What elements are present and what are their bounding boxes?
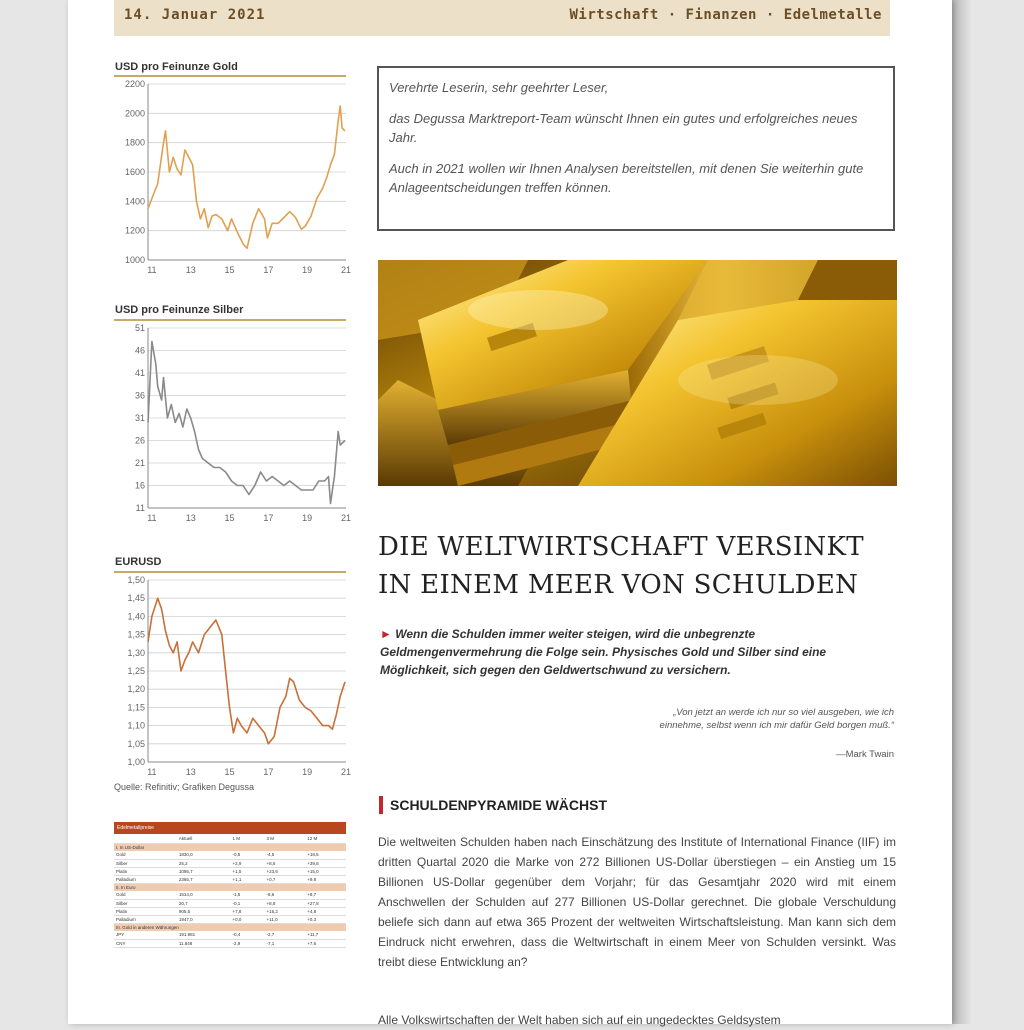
x-tick-label: 15 [225, 265, 235, 275]
table-cell: 1830,0 [177, 851, 231, 859]
rubric: Wirtschaft · Finanzen · Edelmetalle [569, 7, 882, 23]
section-marker [379, 796, 383, 814]
table-cell: +0,3 [305, 915, 346, 923]
x-tick-label: 11 [147, 513, 156, 523]
table-row [114, 899, 346, 907]
table-row [114, 859, 346, 867]
y-tick-label: 11 [136, 503, 145, 513]
table-cell: +27,8 [305, 899, 346, 907]
x-tick-label: 13 [186, 767, 196, 777]
y-tick-label: 1800 [125, 138, 145, 148]
issue-date: 14. Januar 2021 [124, 7, 265, 23]
lead-text: Wenn die Schulden immer weiter steigen, wird die unbegrenzte Geldmengenvermehrung die Folge sein. Physisches Gold und Silber sind eine Möglichkeit, sich gegen den Geldwertschwund zu versichern. [380, 627, 826, 677]
lead-marker-icon: ► [380, 627, 392, 641]
y-tick-label: 1,35 [127, 630, 145, 640]
y-tick-label: 51 [135, 323, 145, 333]
x-tick-label: 15 [225, 513, 235, 523]
x-tick-label: 13 [186, 265, 196, 275]
x-tick-label: 19 [302, 767, 312, 777]
table-cell: Platin [114, 867, 177, 875]
table-row [114, 875, 346, 883]
y-tick-label: 1,45 [127, 593, 145, 603]
y-tick-label: 1,05 [127, 739, 145, 749]
table-row [114, 915, 346, 923]
table-cell: -7,1 [265, 939, 306, 947]
silver-chart-rule [114, 319, 346, 321]
table-cell: +11,0 [265, 915, 306, 923]
greeting-promise: Auch in 2021 wollen wir Ihnen Analysen bereitstellen, mit denen Sie weiterhin gute Anlageentscheidungen treffen können. [389, 159, 883, 197]
article-headline [378, 528, 898, 604]
body-paragraph-1: Die weltweiten Schulden haben nach Einschätzung des Institute of International Finance (IIF) im dritten Quartal 2020 die Marke von 272 Billionen US-Dollar überstiegen – ein Anstieg um 15 Billionen US-Dollar gegenüber dem Vorjahr; für das Gesamtjahr 2020 wird mit einem Anschwellen der Schulden auf 277 Billionen US-Dollar gerechnet. Die globale Verschuldung beliefe sich dann auf etwa 365 Prozent der weltweiten Wirtschaftsleistung. Man kann sich dem Eindruck nicht erwehren, dass die Weltwirtschaft in einem Meer von Schulden versinkt. Was treibt diese Entwicklung an? [378, 832, 896, 972]
gold-chart-rule [114, 75, 346, 77]
table-cell: +7,6 [305, 939, 346, 947]
table-cell: 12 M [305, 835, 346, 843]
table-row [114, 851, 346, 859]
table-cell: CNY [114, 939, 177, 947]
table-cell: +8,8 [265, 899, 306, 907]
headline-line-2: IN EINEM MEER VON SCHULDEN [378, 566, 898, 604]
section-title: SCHULDENPYRAMIDE WÄCHST [390, 797, 607, 813]
y-tick-label: 16 [135, 481, 145, 491]
quote-author: —Mark Twain [628, 749, 894, 760]
x-tick-label: 13 [186, 513, 196, 523]
x-tick-label: 17 [263, 513, 273, 523]
chart-source: Quelle: Refinitiv; Grafiken Degussa [114, 782, 254, 792]
quote-text: „Von jetzt an werde ich nur so viel ausgeben, wie ich einnehme, selbst wenn ich mir dafür Geld borgen muß.“ [628, 706, 894, 732]
table-cell: 3 M [265, 835, 306, 843]
headline-line-1: DIE WELTWIRTSCHAFT VERSINKT [378, 528, 898, 566]
table-cell: +39,8 [305, 859, 346, 867]
y-tick-label: 1000 [125, 255, 145, 265]
gold-bars-photo [378, 260, 897, 486]
gold-chart-title: USD pro Feinunze Gold [115, 61, 238, 73]
table-cell: 20,7 [177, 899, 231, 907]
y-tick-label: 2200 [125, 79, 145, 89]
y-tick-label: 2000 [125, 108, 145, 118]
x-tick-label: 15 [225, 767, 235, 777]
table-cell: +15,0 [305, 867, 346, 875]
table-header-row [114, 835, 346, 843]
table-cell: Aktuell [177, 835, 231, 843]
table-cell: +11,7 [305, 931, 346, 939]
y-tick-label: 1,25 [127, 666, 145, 676]
x-tick-label: 17 [263, 265, 273, 275]
x-tick-label: 11 [147, 767, 156, 777]
y-tick-label: 31 [135, 413, 145, 423]
table-cell: +7,8 [230, 907, 264, 915]
x-tick-label: 17 [263, 767, 273, 777]
table-cell: 1 M [230, 835, 264, 843]
y-tick-label: 1,30 [127, 648, 145, 658]
table-cell: -1,5 [230, 891, 264, 899]
table-cell: Palladium [114, 875, 177, 883]
table-cell: +23,6 [265, 867, 306, 875]
y-tick-label: 1,50 [127, 575, 145, 585]
table-header: Edelmetallpreise [114, 822, 346, 834]
eurusd-chart [114, 574, 350, 782]
table-cell: +1,5 [230, 867, 264, 875]
table-cell: Silber [114, 899, 177, 907]
header-band [114, 0, 890, 36]
table-cell: -4,5 [265, 851, 306, 859]
y-tick-label: 1,10 [127, 721, 145, 731]
table-cell: +2,9 [230, 859, 264, 867]
table-cell: 11.848 [177, 939, 231, 947]
table-section [114, 923, 346, 931]
table-row [114, 867, 346, 875]
y-tick-label: 41 [135, 368, 145, 378]
table-cell: 191.981 [177, 931, 231, 939]
table-cell: +0,7 [265, 875, 306, 883]
y-tick-label: 1600 [125, 167, 145, 177]
body-paragraph-2: Alle Volkswirtschaften der Welt haben sich auf ein ungedecktes Geldsystem [378, 1010, 896, 1030]
series-line [148, 106, 345, 248]
table-cell: +8,6 [265, 859, 306, 867]
y-tick-label: 36 [135, 391, 145, 401]
table-cell: 25,2 [177, 859, 231, 867]
table-cell: -0,5 [230, 851, 264, 859]
table-cell: JPY [114, 931, 177, 939]
table-cell: -8,6 [265, 891, 306, 899]
table-cell: +9,8 [305, 875, 346, 883]
y-tick-label: 46 [135, 346, 145, 356]
table-section [114, 843, 346, 851]
table-cell: 1514,0 [177, 891, 231, 899]
x-tick-label: 21 [341, 767, 351, 777]
table-cell: +18,5 [305, 851, 346, 859]
eurusd-chart-rule [114, 571, 346, 573]
table-cell: -0,1 [230, 899, 264, 907]
table-cell: +8,7 [305, 891, 346, 899]
x-tick-label: 21 [341, 513, 351, 523]
table-cell: +1,1 [230, 875, 264, 883]
gold-chart [114, 78, 350, 280]
table-cell: Palladium [114, 915, 177, 923]
y-tick-label: 1400 [125, 196, 145, 206]
table-cell: Silber [114, 859, 177, 867]
silver-chart-title: USD pro Feinunze Silber [115, 304, 243, 316]
table-cell: -2,9 [230, 939, 264, 947]
y-tick-label: 1,00 [127, 757, 145, 767]
table-cell: Gold [114, 851, 177, 859]
table-cell: -0,4 [230, 931, 264, 939]
table-cell: +16,2 [265, 907, 306, 915]
table-section [114, 883, 346, 891]
silver-chart [114, 322, 350, 528]
table-row [114, 891, 346, 899]
table-cell: -2,7 [265, 931, 306, 939]
series-line [148, 342, 345, 504]
y-tick-label: 1,15 [127, 702, 145, 712]
table-cell: +0,0 [230, 915, 264, 923]
x-tick-label: 19 [302, 513, 312, 523]
table-cell: Gold [114, 891, 177, 899]
table-section-label: III. Gold in anderen Währungen [114, 923, 346, 931]
y-tick-label: 21 [135, 458, 145, 468]
table-cell: 1947,0 [177, 915, 231, 923]
table-section-label: I. In US-Dollar [114, 843, 346, 851]
article-lead [380, 625, 896, 679]
table-cell: 2365,7 [177, 875, 231, 883]
table-cell: +4,8 [305, 907, 346, 915]
x-tick-label: 19 [302, 265, 312, 275]
price-table [114, 835, 346, 948]
y-tick-label: 1,20 [127, 684, 145, 694]
x-tick-label: 11 [147, 265, 156, 275]
table-row [114, 907, 346, 915]
newsletter-page [68, 0, 952, 1024]
page-shadow [952, 0, 972, 1024]
greeting-box [377, 66, 895, 231]
table-row [114, 931, 346, 939]
x-tick-label: 21 [341, 265, 351, 275]
greeting-wish: das Degussa Marktreport-Team wünscht Ihnen ein gutes und erfolgreiches neues Jahr. [389, 109, 883, 147]
table-cell [114, 835, 177, 843]
y-tick-label: 26 [135, 436, 145, 446]
greeting-salutation: Verehrte Leserin, sehr geehrter Leser, [389, 78, 883, 97]
eurusd-chart-title: EURUSD [115, 556, 161, 568]
table-cell: 905,5 [177, 907, 231, 915]
y-tick-label: 1,40 [127, 611, 145, 621]
table-row [114, 939, 346, 947]
table-section-label: II. In Euro [114, 883, 346, 891]
y-tick-label: 1200 [125, 226, 145, 236]
table-cell: Platin [114, 907, 177, 915]
table-cell: 1095,7 [177, 867, 231, 875]
